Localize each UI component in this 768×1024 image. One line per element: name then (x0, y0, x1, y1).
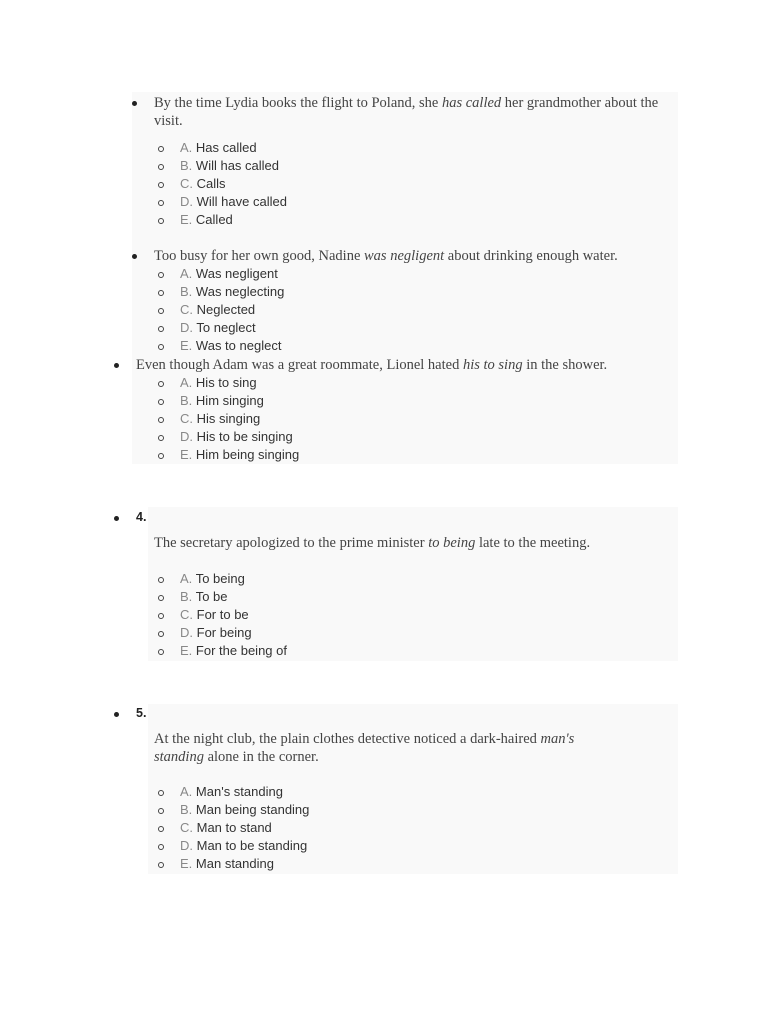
question-2-text: Too busy for her own good, Nadine was negligent about drinking enough water. (154, 248, 618, 264)
question-1-text: By the time Lydia books the flight to Poland, she has called her grandmother about the visit. (154, 95, 659, 129)
option-marker (158, 844, 164, 850)
option-marker (158, 272, 164, 278)
bullet (114, 363, 119, 368)
option-marker (158, 862, 164, 868)
option-b[interactable]: B. Man being standing (180, 802, 310, 817)
option-e[interactable]: E. Called (180, 212, 233, 227)
option-b[interactable]: B. Him singing (180, 393, 264, 408)
option-marker (158, 649, 164, 655)
option-marker (158, 308, 164, 314)
option-d[interactable]: D. To neglect (180, 320, 256, 335)
option-marker (158, 164, 164, 170)
option-a[interactable]: A. Man's standing (180, 784, 283, 799)
question-4-text: The secretary apologized to the prime minister to being late to the meeting. (154, 535, 591, 551)
option-marker (158, 381, 164, 387)
option-b[interactable]: B. Was neglecting (180, 284, 285, 299)
bullet (132, 101, 137, 106)
option-marker (158, 146, 164, 152)
option-e[interactable]: E. Was to neglect (180, 338, 282, 353)
option-b[interactable]: B. To be (180, 589, 228, 604)
option-marker (158, 808, 164, 814)
bullet (114, 712, 119, 717)
option-c[interactable]: C. Man to stand (180, 820, 272, 835)
option-a[interactable]: A. Has called (180, 140, 257, 155)
option-marker (158, 182, 164, 188)
option-d[interactable]: D. His to be singing (180, 429, 293, 444)
question-number: 5. (136, 706, 147, 720)
question-5-text: At the night club, the plain clothes detective noticed a dark-haired man's standing alone in the corner. (154, 731, 575, 765)
option-marker (158, 613, 164, 619)
option-c[interactable]: C. For to be (180, 607, 249, 622)
option-a[interactable]: A. His to sing (180, 375, 257, 390)
option-c[interactable]: C. His singing (180, 411, 261, 426)
option-marker (158, 218, 164, 224)
option-marker (158, 826, 164, 832)
option-marker (158, 790, 164, 796)
option-d[interactable]: D. For being (180, 625, 252, 640)
option-d[interactable]: D. Man to be standing (180, 838, 308, 853)
bullet (132, 254, 137, 259)
option-marker (158, 417, 164, 423)
option-marker (158, 344, 164, 350)
option-a[interactable]: A. To being (180, 571, 245, 586)
option-c[interactable]: C. Neglected (180, 302, 256, 317)
option-marker (158, 326, 164, 332)
option-e[interactable]: E. Man standing (180, 856, 274, 871)
option-e[interactable]: E. For the being of (180, 643, 287, 658)
option-marker (158, 399, 164, 405)
option-e[interactable]: E. Him being singing (180, 447, 300, 462)
option-marker (158, 200, 164, 206)
question-number: 4. (136, 510, 147, 524)
option-marker (158, 577, 164, 583)
option-marker (158, 631, 164, 637)
option-c[interactable]: C. Calls (180, 176, 226, 191)
option-a[interactable]: A. Was negligent (180, 266, 278, 281)
option-d[interactable]: D. Will have called (180, 194, 287, 209)
option-b[interactable]: B. Will has called (180, 158, 280, 173)
option-marker (158, 453, 164, 459)
bullet (114, 516, 119, 521)
question-3-text: Even though Adam was a great roommate, Lionel hated his to sing in the shower. (136, 357, 608, 373)
option-marker (158, 595, 164, 601)
option-marker (158, 290, 164, 296)
option-marker (158, 435, 164, 441)
